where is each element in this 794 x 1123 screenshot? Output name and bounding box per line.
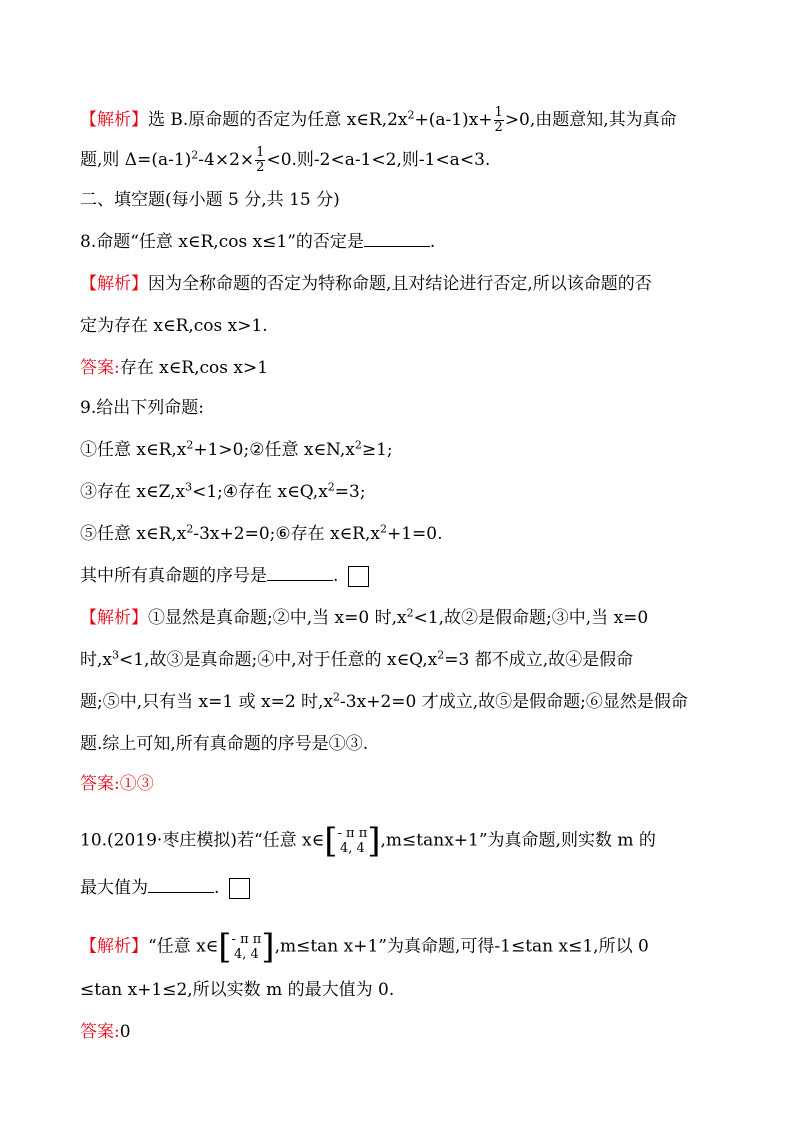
question-9-line3: ⑤任意 $x\in R,x^2-3x+2=0;⑥$存在 $x\in R,x^2+1=0$. [80, 522, 443, 544]
question-10-line2: 最大值为 . [80, 876, 250, 900]
analysis-8-line1: 【解析】因为全称命题的否定为特称命题,且对结论进行否定,所以该命题的否 [80, 274, 652, 294]
answer-box[interactable] [229, 878, 250, 899]
analysis-tag: 【解析】 [80, 608, 148, 628]
answer-blank [364, 230, 430, 247]
question-9-title: 9.给出下列命题: [80, 398, 204, 418]
answer-9: 答案:①③ [80, 774, 154, 794]
answer-blank [267, 564, 333, 581]
analysis-tag: 【解析】 [80, 936, 148, 957]
answer-blank [148, 876, 214, 893]
analysis-9-line1: 【解析】①显然是真命题;②中,当 x=0 时$,x^2<1$,故②是假命题;③中,当 x=0 [80, 606, 649, 628]
left-bracket: [ [324, 821, 338, 861]
answer-tag: 答案: [80, 1022, 120, 1042]
analysis-10-line1: 【解析】“任意 x∈[ - π π 4, 4 ],m≤tan x+1”为真命题,可得-1≤tan x≤1,所以 0 [80, 927, 649, 967]
left-bracket: [ [218, 927, 232, 967]
analysis-9-line3: 题;⑤中,只有当 x=1 或 x=2 时$,x^2-3x+2=0$ 才成立,故⑤是假命题;⑥显然是假命 [80, 690, 688, 712]
answer-tag: 答案: [80, 358, 120, 378]
answer-box[interactable] [348, 566, 369, 587]
question-9-ask: 其中所有真命题的序号是 . [80, 564, 369, 588]
analysis-7-line1: 【解析】选 B.原命题的否定为任意 $x\in R,2x^2+(a-1)x+$ $\frac{1}{2}$ >0,由题意知,其为真命 [80, 105, 677, 135]
right-bracket: ] [367, 821, 381, 861]
analysis-tag: 【解析】 [80, 110, 148, 130]
answer-10: 答案:0 [80, 1022, 131, 1042]
question-9-line1: ①任意 $x\in R,x^2+1>0;②$任意 $x\in N,x^2\ge 1$; [80, 438, 393, 460]
analysis-9-line2: 时$,x^3<1$,故③是真命题;④中,对于任意的 $x\in Q,x^2=3$ 都不成立,故④是假命 [80, 648, 634, 670]
fraction: $\frac{1}{2}$ [494, 105, 503, 135]
question-9-line2: ③存在 $x\in Z,x^3<1;④$存在 $x\in Q,x^2=3$; [80, 480, 366, 502]
fraction: $\frac{1}{2}$ [256, 145, 265, 175]
analysis-9-line4: 题.综上可知,所有真命题的序号是①③. [80, 734, 369, 754]
answer-tag: 答案: [80, 774, 120, 794]
interval: - π π 4, 4 [337, 826, 368, 856]
analysis-10-line2: ≤tan x+1≤2,所以实数 m 的最大值为 0. [80, 980, 395, 1000]
question-8: 8.命题“任意 x∈R,cos x≤1”的否定是 . [80, 232, 436, 252]
analysis-7-line2: 题,则 $\Delta=(a-1)^2-4\times 2\times$ $\frac{1}{2}$ <0.则-2<a-1<2,则-1<a<3. [80, 145, 491, 175]
section-heading: 二、填空题(每小题 5 分,共 15 分) [80, 190, 340, 210]
interval: - π π 4, 4 [231, 932, 262, 962]
question-10-line1: 10.(2019·枣庄模拟)若“任意 x∈[ - π π 4, 4 ],m≤tanx+1”为真命题,则实数 m 的 [80, 821, 656, 861]
right-bracket: ] [261, 927, 275, 967]
answer-8: 答案:存在 x∈R,cos x>1 [80, 358, 269, 378]
analysis-8-line2: 定为存在 x∈R,cos x>1. [80, 316, 268, 336]
analysis-tag: 【解析】 [80, 274, 148, 294]
